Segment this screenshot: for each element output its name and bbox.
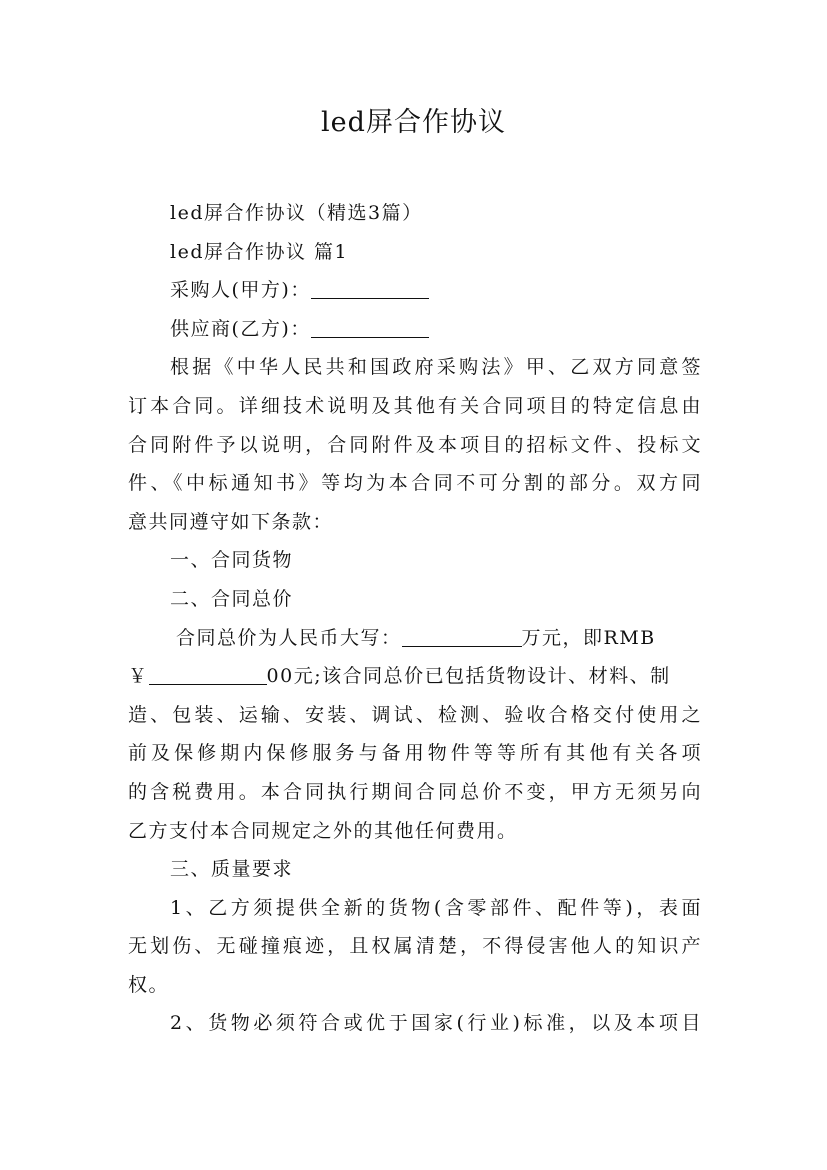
buyer-blank (311, 276, 429, 299)
paragraph-line: 意共同遵守如下条款： (128, 510, 334, 533)
clause-heading-line: 一、合同货物 (170, 549, 294, 572)
clause-heading-line: 二、合同总价 (170, 587, 294, 610)
paragraph-line: 根据《中华人民共和国政府采购法》甲、乙双方同意签 (170, 356, 702, 379)
price-words-blank (402, 624, 522, 647)
paragraph-line: 合同附件予以说明，合同附件及本项目的招标文件、投标文 (128, 433, 702, 456)
document-body (128, 194, 702, 1043)
section-heading-line: led屏合作协议 篇1 (170, 240, 349, 263)
supplier-blank (311, 315, 429, 338)
paragraph-line: 乙方支付本合同规定之外的其他任何费用。 (128, 819, 518, 842)
paragraph-line: 1、乙方须提供全新的货物(含零部件、配件等)，表面 (170, 896, 702, 919)
price-line: 合同总价为人民币大写： 万元，即RMB (128, 619, 702, 658)
buyer-line: 采购人(甲方)： (128, 271, 702, 310)
document-title: led屏合作协议 (321, 107, 506, 138)
paragraph-line: 造、包装、运输、安装、调试、检测、验收合格交付使用之 (128, 703, 702, 726)
price-line: ￥ 00元;该合同总价已包括货物设计、材料、制 (128, 657, 702, 696)
paragraph-line: 件、《中标通知书》等均为本合同不可分割的部分。双方同 (128, 472, 702, 495)
subtitle-line: led屏合作协议（精选3篇） (170, 202, 423, 224)
supplier-line: 供应商(乙方)： (128, 310, 702, 349)
paragraph-line: 权。 (128, 973, 170, 996)
clause-heading-line: 三、质量要求 (170, 858, 294, 881)
price-number-blank (149, 662, 267, 685)
paragraph-line: 无划伤、无碰撞痕迹，且权属清楚，不得侵害他人的知识产 (128, 935, 702, 958)
paragraph-line: 2、货物必须符合或优于国家(行业)标准，以及本项目 (170, 1012, 702, 1035)
paragraph-line: 订本合同。详细技术说明及其他有关合同项目的特定信息由 (128, 394, 702, 417)
paragraph-line: 前及保修期内保修服务与备用物件等等所有其他有关各项 (128, 742, 702, 765)
paragraph-line: 的含税费用。本合同执行期间合同总价不变，甲方无须另向 (128, 780, 702, 803)
